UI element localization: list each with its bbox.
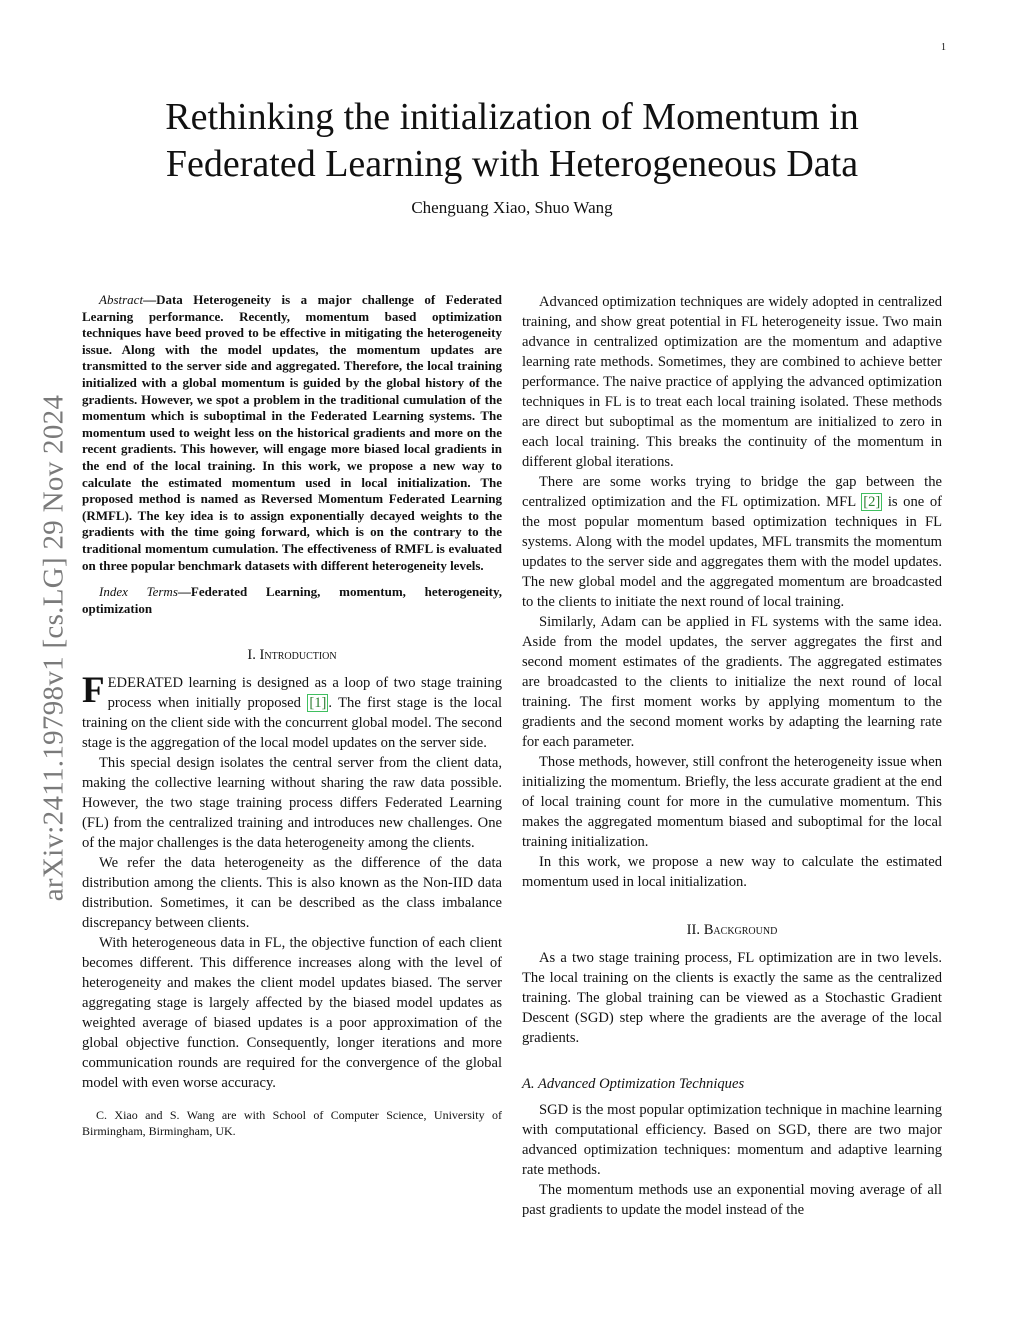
abstract-label: Abstract: [99, 292, 144, 307]
right-paragraph-5: In this work, we propose a new way to calculate the estimated momentum used in local initialization.: [522, 854, 942, 890]
subsection-heading: A. Advanced Optimization Techniques: [522, 1076, 745, 1092]
intro-paragraph-1: FEDERATED learning is designed as a loop of two stage training process when initially proposed [1] . The first stage is the local training on the client side with the concurrent global model. The second stage is the aggregation of the local model updates on the server side.: [82, 670, 502, 752]
author-list: Chenguang Xiao, Shuo Wang: [411, 198, 613, 217]
abstract-text: —Data Heterogeneity is a major challenge of Federated Learning performance. Recently, momentum based optimization techniques have beed proved to be effective in mitigating the heterogeneity issue. Along with the model updates, the momentum updates are transmitted to the server side and aggregated. Therefore, the local training initialized with a global momentum is guided by the global history of the gradients. However, we spot a problem in the traditional cumulation of the momentum which is suboptimal in the Federated Learning systems. The momentum used to weight less on the historical gradients and more on the recent gradients. This however, will engage more biased local gradients in the end of the local training. In this work, we propose a new way to calculate the estimated momentum used in local initialization. The proposed method is named as Reversed Momentum Federated Learning (RMFL). The key idea is to assign exponentially decayed weights to the gradients with the time going forward, which is on the contrary to the traditional momentum cumulation. The effectiveness of RMFL is evaluated on three popular benchmark datasets with different heterogeneity levels.: [82, 292, 502, 573]
intro-paragraph-4: With heterogeneous data in FL, the objective function of each client becomes different. This difference increases along with the level of heterogeneity and makes the client model updates biased. The server aggregating stage is largely affected by the biased model updates as weighted average of biased updates is a poor approximation of the global objective function. Consequently, longer iterations and more communication rounds are required for the convergence of the global model with even worse accuracy.: [82, 935, 502, 1092]
intro-paragraph-3: We refer the data heterogeneity as the difference of the data distribution among the clients. This is also known as the Non-IID data distribution. Sometimes, it can be described as the class imbalance discrepancy between clients.: [82, 855, 502, 932]
right-column: [522, 292, 942, 1220]
citation-link-1[interactable]: [1]: [309, 695, 327, 712]
section-heading-introduction: I. Introduction: [247, 647, 337, 664]
intro-paragraph-2: This special design isolates the central server from the client data, making the collective learning without sharing the raw data possible. However, the two stage training process differs Federated Learning (FL) from the centralized training and introduces new challenges. One of the major challenges is the data heterogeneity among the clients.: [82, 755, 502, 852]
background-paragraph-1: As a two stage training process, FL optimization are in two levels. The local training on the clients is exactly the same as the centralized training. The global training can be viewed as a Stochastic Gradient Descent (SGD) step where the gradients are the average of the local gradients.: [522, 950, 942, 1046]
paper-title: Rethinking the initialization of Momentum in Federated Learning with Heterogeneous Data: [165, 96, 859, 185]
abstract: [82, 292, 502, 574]
right-paragraph-3: Similarly, Adam can be applied in FL systems with the same idea. Aside from the model updates, the server aggregates the first and second moment estimates of the gradients. The aggregated estimates are broadcasted to the clients to initialize the next round of local training. The first moment works by applying momentum to the gradients and the second moment works by adapting the learning rate for each parameter.: [522, 614, 942, 750]
author-affiliation-footnote: C. Xiao and S. Wang are with School of Computer Science, University of Birmingham, Birmingham, UK.: [82, 1108, 502, 1139]
index-terms-label: Index Terms: [99, 584, 178, 600]
drop-cap: F: [82, 670, 105, 712]
index-terms-text: —Federated Learning, momentum, heterogeneity, optimization: [82, 584, 502, 616]
right-paragraph-4: Those methods, however, still confront the heterogeneity issue when initializing the momentum. Briefly, the less accurate gradient at the end of local training count for more in the cumulative momentum. This makes the aggregated momentum biased and suboptimal for the local training initialization.: [522, 754, 942, 850]
right-paragraph-1: Advanced optimization techniques are widely adopted in centralized training, and show great potential in FL heterogeneity issue. Two main advance in centralized optimization are the momentum and adaptive learning rate methods. Sometimes, they are combined to achieve better performance. The naive practice of applying the advanced optimization techniques in FL is to treat each local training isolated. These methods are direct but suboptimal as the momentum are initialized to zero in each local training. This breaks the continuity of the momentum in different global iterations.: [522, 294, 942, 470]
section-heading-background: II. Background: [686, 922, 778, 938]
background-paragraph-3: The momentum methods use an exponential moving average of all past gradients to update the model instead of the: [522, 1182, 942, 1218]
left-column: [82, 292, 502, 1139]
page-number: 1: [941, 42, 946, 53]
citation-link-2[interactable]: [2]: [863, 494, 881, 510]
background-paragraph-2: SGD is the most popular optimization technique in machine learning with computational efficiency. Based on SGD, there are two major advanced optimization techniques: momentum and adaptive learning rate methods.: [522, 1102, 942, 1178]
right-paragraph-2: There are some works trying to bridge the gap between the centralized optimization and the FL optimization. MFL [2] is one of the most popular momentum based optimization techniques in FL systems. Along with the model updates, MFL transmits the momentum updates to the server side and aggregates them with the model updates. The new global model and the aggregated momentum are broadcasted to the clients to initiate the next round of local training.: [522, 474, 942, 610]
arxiv-identifier: arXiv:2411.19798v1 [cs.LG] 29 Nov 2024: [37, 394, 70, 902]
index-terms: [82, 584, 502, 617]
